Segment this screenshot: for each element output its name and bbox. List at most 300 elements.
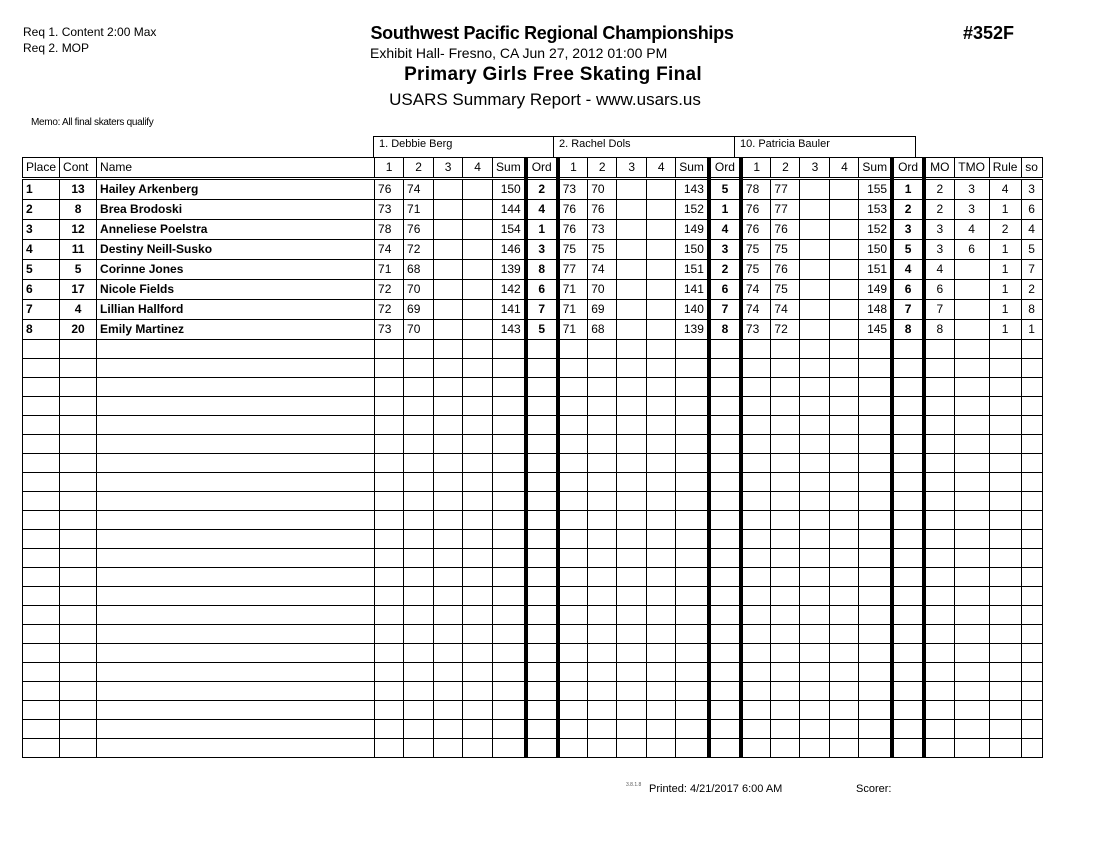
empty-cell	[97, 587, 375, 606]
mo-cell: 2	[924, 200, 954, 220]
empty-cell	[23, 568, 60, 587]
empty-cell	[647, 359, 676, 378]
tmo-cell: 6	[954, 240, 989, 260]
empty-cell	[859, 549, 892, 568]
col-j2-3: 3	[617, 158, 647, 179]
memo: Memo: All final skaters qualify	[31, 117, 154, 128]
judge-1-score-3	[434, 260, 463, 280]
empty-cell	[989, 701, 1021, 720]
col-rule: Rule	[989, 158, 1021, 179]
rule-cell: 1	[989, 280, 1021, 300]
empty-cell	[709, 340, 741, 359]
judge-1-score-4	[463, 220, 493, 240]
empty-cell	[558, 378, 588, 397]
col-j2-2: 2	[588, 158, 617, 179]
empty-cell	[526, 587, 558, 606]
judge-1-score-4	[463, 320, 493, 340]
place-cell: 8	[23, 320, 60, 340]
empty-cell	[741, 663, 771, 682]
empty-cell	[526, 625, 558, 644]
judge-1-sum: 150	[493, 179, 526, 200]
empty-cell	[404, 416, 434, 435]
empty-cell	[676, 701, 709, 720]
empty-cell	[1021, 416, 1042, 435]
judge-2-score-1: 71	[558, 300, 588, 320]
empty-cell	[989, 397, 1021, 416]
empty-cell	[676, 492, 709, 511]
empty-cell	[1021, 359, 1042, 378]
empty-cell	[892, 473, 924, 492]
empty-cell	[1021, 511, 1042, 530]
empty-cell	[558, 701, 588, 720]
empty-cell	[741, 435, 771, 454]
empty-cell	[954, 454, 989, 473]
empty-cell	[1021, 454, 1042, 473]
empty-cell	[892, 416, 924, 435]
empty-cell	[709, 644, 741, 663]
mo-cell: 6	[924, 280, 954, 300]
empty-cell	[375, 720, 404, 739]
judge-1-score-1: 72	[375, 280, 404, 300]
empty-row	[23, 663, 1043, 682]
empty-cell	[859, 454, 892, 473]
empty-cell	[60, 644, 97, 663]
empty-cell	[434, 701, 463, 720]
report-line: USARS Summary Report - www.usars.us	[389, 90, 701, 109]
empty-cell	[60, 397, 97, 416]
empty-cell	[647, 568, 676, 587]
empty-cell	[709, 739, 741, 758]
empty-cell	[924, 682, 954, 701]
judge-3-sum: 155	[859, 179, 892, 200]
empty-cell	[924, 340, 954, 359]
empty-cell	[771, 549, 800, 568]
empty-cell	[588, 739, 617, 758]
empty-cell	[741, 644, 771, 663]
empty-cell	[493, 663, 526, 682]
empty-cell	[463, 473, 493, 492]
empty-cell	[493, 378, 526, 397]
empty-cell	[800, 625, 830, 644]
empty-cell	[892, 435, 924, 454]
empty-cell	[741, 359, 771, 378]
empty-cell	[771, 454, 800, 473]
place-cell: 5	[23, 260, 60, 280]
col-j1-2: 2	[404, 158, 434, 179]
empty-cell	[924, 378, 954, 397]
judge-2-score-1: 71	[558, 320, 588, 340]
judge-3-sum: 151	[859, 260, 892, 280]
col-j2-sum: Sum	[676, 158, 709, 179]
empty-cell	[375, 435, 404, 454]
cont-cell: 8	[60, 200, 97, 220]
empty-cell	[954, 739, 989, 758]
empty-cell	[558, 739, 588, 758]
empty-cell	[676, 663, 709, 682]
empty-cell	[741, 378, 771, 397]
empty-cell	[463, 663, 493, 682]
empty-cell	[463, 625, 493, 644]
empty-cell	[375, 397, 404, 416]
empty-cell	[709, 701, 741, 720]
judge-2-sum: 143	[676, 179, 709, 200]
judge-3-sum: 145	[859, 320, 892, 340]
empty-cell	[924, 587, 954, 606]
empty-cell	[647, 397, 676, 416]
judge-3-score-3	[800, 300, 830, 320]
judge-3-score-3	[800, 179, 830, 200]
empty-cell	[859, 644, 892, 663]
empty-cell	[1021, 568, 1042, 587]
empty-cell	[526, 739, 558, 758]
empty-cell	[617, 549, 647, 568]
judge-2-score-1: 76	[558, 200, 588, 220]
place-cell: 6	[23, 280, 60, 300]
empty-cell	[558, 587, 588, 606]
empty-cell	[404, 625, 434, 644]
empty-cell	[463, 511, 493, 530]
empty-cell	[892, 568, 924, 587]
empty-cell	[463, 416, 493, 435]
empty-cell	[676, 644, 709, 663]
empty-cell	[588, 587, 617, 606]
col-j3-sum: Sum	[859, 158, 892, 179]
empty-cell	[97, 549, 375, 568]
empty-cell	[558, 568, 588, 587]
judge-3-score-1: 78	[741, 179, 771, 200]
judge-3-score-3	[800, 220, 830, 240]
empty-cell	[859, 378, 892, 397]
empty-cell	[954, 397, 989, 416]
empty-cell	[892, 530, 924, 549]
judge-3-ordinal: 4	[892, 260, 924, 280]
empty-cell	[526, 663, 558, 682]
empty-cell	[830, 359, 859, 378]
judge-2-score-3	[617, 200, 647, 220]
judge-1-score-3	[434, 200, 463, 220]
judge-1-score-1: 71	[375, 260, 404, 280]
empty-cell	[434, 359, 463, 378]
so-cell: 8	[1021, 300, 1042, 320]
empty-cell	[989, 530, 1021, 549]
empty-cell	[617, 340, 647, 359]
empty-cell	[771, 701, 800, 720]
empty-cell	[23, 397, 60, 416]
judge-2-score-1: 73	[558, 179, 588, 200]
empty-cell	[954, 530, 989, 549]
so-cell: 2	[1021, 280, 1042, 300]
empty-cell	[493, 416, 526, 435]
empty-cell	[989, 606, 1021, 625]
empty-cell	[97, 378, 375, 397]
empty-cell	[989, 682, 1021, 701]
empty-cell	[404, 682, 434, 701]
skater-name-cell: Lillian Hallford	[97, 300, 375, 320]
judge-2-score-1: 76	[558, 220, 588, 240]
empty-cell	[434, 568, 463, 587]
skater-name-cell: Emily Martinez	[97, 320, 375, 340]
empty-cell	[23, 606, 60, 625]
empty-cell	[709, 720, 741, 739]
col-tmo: TMO	[954, 158, 989, 179]
empty-cell	[830, 549, 859, 568]
empty-cell	[434, 473, 463, 492]
empty-cell	[23, 359, 60, 378]
empty-cell	[676, 378, 709, 397]
empty-cell	[676, 435, 709, 454]
empty-cell	[1021, 473, 1042, 492]
mo-cell: 3	[924, 240, 954, 260]
empty-cell	[558, 682, 588, 701]
judge-3-score-2: 74	[771, 300, 800, 320]
judge-2-ordinal: 5	[709, 179, 741, 200]
empty-cell	[954, 473, 989, 492]
judge-2-ordinal: 3	[709, 240, 741, 260]
empty-cell	[617, 701, 647, 720]
judge-3-score-1: 76	[741, 220, 771, 240]
empty-cell	[741, 416, 771, 435]
empty-cell	[404, 397, 434, 416]
empty-cell	[493, 549, 526, 568]
col-j3-ord: Ord	[892, 158, 924, 179]
empty-cell	[1021, 587, 1042, 606]
empty-cell	[463, 720, 493, 739]
empty-cell	[588, 606, 617, 625]
empty-cell	[800, 454, 830, 473]
empty-cell	[1021, 435, 1042, 454]
empty-cell	[741, 530, 771, 549]
col-j2-1: 1	[558, 158, 588, 179]
empty-cell	[97, 720, 375, 739]
empty-row	[23, 416, 1043, 435]
empty-cell	[924, 435, 954, 454]
judge-1-score-3	[434, 280, 463, 300]
empty-cell	[647, 663, 676, 682]
empty-cell	[375, 701, 404, 720]
empty-cell	[859, 435, 892, 454]
empty-cell	[493, 492, 526, 511]
empty-row	[23, 549, 1043, 568]
judge-1-score-1: 73	[375, 200, 404, 220]
empty-cell	[375, 416, 404, 435]
empty-cell	[709, 530, 741, 549]
empty-cell	[647, 682, 676, 701]
empty-cell	[647, 340, 676, 359]
empty-cell	[463, 378, 493, 397]
empty-cell	[588, 492, 617, 511]
judge-3-score-3	[800, 320, 830, 340]
judge-2-score-3	[617, 220, 647, 240]
mo-cell: 8	[924, 320, 954, 340]
empty-cell	[1021, 663, 1042, 682]
empty-cell	[23, 416, 60, 435]
empty-cell	[60, 739, 97, 758]
empty-cell	[1021, 530, 1042, 549]
empty-cell	[1021, 397, 1042, 416]
empty-cell	[647, 549, 676, 568]
software-version: 3.8.1.8	[626, 782, 642, 788]
judge-2-sum: 139	[676, 320, 709, 340]
judge-3-score-4	[830, 200, 859, 220]
empty-cell	[954, 587, 989, 606]
empty-cell	[617, 435, 647, 454]
empty-cell	[558, 340, 588, 359]
empty-cell	[830, 701, 859, 720]
judge-2-score-3	[617, 320, 647, 340]
empty-cell	[434, 492, 463, 511]
empty-cell	[558, 454, 588, 473]
empty-cell	[617, 663, 647, 682]
col-so: so	[1021, 158, 1042, 179]
judge-2-score-3	[617, 240, 647, 260]
judge-1-score-4	[463, 200, 493, 220]
judge-2-score-2: 69	[588, 300, 617, 320]
empty-row	[23, 587, 1043, 606]
empty-cell	[23, 625, 60, 644]
cont-cell: 4	[60, 300, 97, 320]
judge-1-score-3	[434, 220, 463, 240]
judge-3-score-2: 77	[771, 179, 800, 200]
empty-cell	[588, 473, 617, 492]
empty-cell	[588, 359, 617, 378]
empty-cell	[1021, 739, 1042, 758]
empty-cell	[892, 701, 924, 720]
table-row	[23, 280, 1043, 300]
empty-cell	[23, 530, 60, 549]
empty-cell	[741, 549, 771, 568]
judge-header-3: 10. Patricia Bauler	[734, 136, 916, 157]
empty-cell	[434, 378, 463, 397]
col-cont: Cont	[60, 158, 97, 179]
empty-cell	[60, 587, 97, 606]
judge-2-score-2: 75	[588, 240, 617, 260]
mo-cell: 3	[924, 220, 954, 240]
empty-cell	[771, 511, 800, 530]
judge-2-score-4	[647, 260, 676, 280]
empty-cell	[588, 340, 617, 359]
empty-cell	[771, 644, 800, 663]
judge-2-score-2: 73	[588, 220, 617, 240]
empty-cell	[830, 682, 859, 701]
empty-cell	[463, 701, 493, 720]
empty-cell	[954, 492, 989, 511]
empty-cell	[800, 682, 830, 701]
empty-cell	[924, 416, 954, 435]
empty-cell	[434, 644, 463, 663]
event-number: #352F	[963, 23, 1015, 43]
tmo-cell	[954, 280, 989, 300]
table-row	[23, 300, 1043, 320]
empty-cell	[434, 397, 463, 416]
empty-cell	[709, 416, 741, 435]
empty-cell	[771, 435, 800, 454]
judge-2-score-2: 68	[588, 320, 617, 340]
empty-cell	[558, 663, 588, 682]
empty-cell	[771, 625, 800, 644]
empty-cell	[1021, 682, 1042, 701]
empty-cell	[676, 568, 709, 587]
empty-cell	[741, 682, 771, 701]
empty-cell	[558, 359, 588, 378]
empty-cell	[60, 606, 97, 625]
empty-cell	[771, 720, 800, 739]
empty-cell	[60, 549, 97, 568]
empty-cell	[23, 454, 60, 473]
empty-cell	[23, 587, 60, 606]
empty-cell	[709, 492, 741, 511]
empty-cell	[709, 568, 741, 587]
empty-cell	[493, 587, 526, 606]
empty-cell	[23, 340, 60, 359]
empty-cell	[709, 435, 741, 454]
empty-cell	[526, 435, 558, 454]
empty-cell	[771, 416, 800, 435]
empty-cell	[60, 492, 97, 511]
judge-2-score-4	[647, 240, 676, 260]
empty-cell	[588, 663, 617, 682]
empty-cell	[800, 587, 830, 606]
empty-cell	[924, 644, 954, 663]
empty-cell	[741, 397, 771, 416]
table-row	[23, 179, 1043, 200]
empty-cell	[526, 359, 558, 378]
empty-cell	[463, 340, 493, 359]
empty-cell	[60, 340, 97, 359]
empty-cell	[771, 682, 800, 701]
empty-cell	[23, 378, 60, 397]
empty-cell	[60, 416, 97, 435]
judge-1-score-2: 70	[404, 320, 434, 340]
empty-cell	[1021, 644, 1042, 663]
empty-cell	[60, 720, 97, 739]
empty-cell	[709, 473, 741, 492]
empty-cell	[954, 663, 989, 682]
empty-cell	[989, 359, 1021, 378]
skater-name-cell: Destiny Neill-Susko	[97, 240, 375, 260]
empty-cell	[741, 340, 771, 359]
tmo-cell	[954, 260, 989, 280]
empty-cell	[989, 454, 1021, 473]
empty-cell	[924, 473, 954, 492]
judge-1-score-2: 71	[404, 200, 434, 220]
empty-cell	[493, 473, 526, 492]
empty-cell	[60, 568, 97, 587]
empty-cell	[60, 625, 97, 644]
judge-2-sum: 141	[676, 280, 709, 300]
col-place: Place	[23, 158, 60, 179]
judge-2-score-1: 75	[558, 240, 588, 260]
judge-2-sum: 151	[676, 260, 709, 280]
empty-cell	[23, 701, 60, 720]
judge-1-score-2: 68	[404, 260, 434, 280]
empty-cell	[830, 454, 859, 473]
judge-2-score-4	[647, 220, 676, 240]
empty-cell	[404, 435, 434, 454]
empty-cell	[23, 492, 60, 511]
empty-cell	[892, 682, 924, 701]
empty-cell	[676, 606, 709, 625]
judge-2-ordinal: 8	[709, 320, 741, 340]
empty-cell	[800, 340, 830, 359]
mo-cell: 4	[924, 260, 954, 280]
judge-1-sum: 141	[493, 300, 526, 320]
judge-1-score-4	[463, 240, 493, 260]
judge-3-score-2: 77	[771, 200, 800, 220]
empty-cell	[375, 340, 404, 359]
judge-3-score-2: 72	[771, 320, 800, 340]
cont-cell: 12	[60, 220, 97, 240]
empty-cell	[676, 530, 709, 549]
